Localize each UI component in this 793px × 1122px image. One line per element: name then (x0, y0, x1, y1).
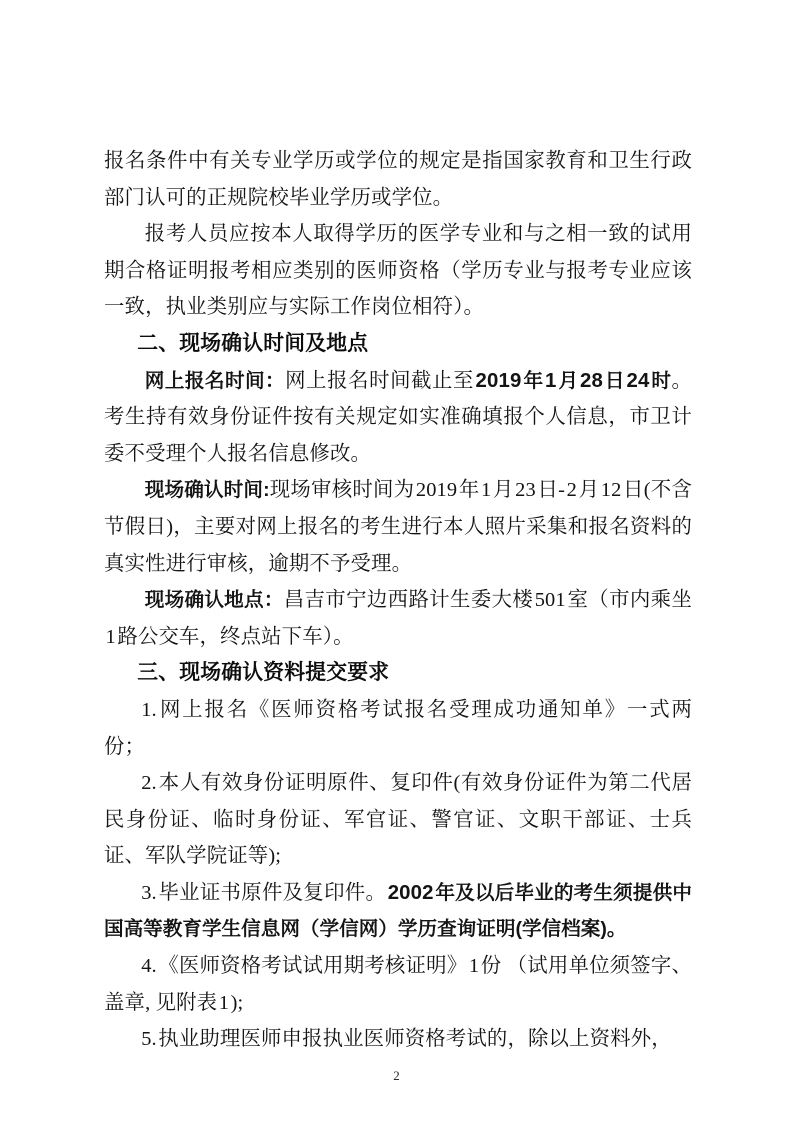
list-item-label: 执业助理医师申报执业医师资格考试的，除以上资料外， (158, 1028, 672, 1051)
onsite-time-start-month-unit: 月 (492, 479, 514, 502)
onsite-time-year: 2019 (415, 479, 458, 502)
paragraph-onsite-confirmation-place (104, 582, 692, 655)
paragraph-online-registration-time (104, 363, 692, 473)
list-item-label-d: ); (230, 991, 244, 1014)
onsite-time-body-first: 现场审核时间为 (269, 479, 415, 502)
onsite-time-end-day: 12 (600, 479, 622, 502)
list-item-label-b: 份 （试用单位须签字、盖章 (104, 955, 693, 1014)
list-item-number: 1. (141, 698, 157, 721)
onsite-time-start-month: 1 (481, 479, 492, 502)
list-item (104, 875, 692, 948)
list-item-label-c: , 见附表 (145, 991, 218, 1014)
diploma-year-threshold: 2002 (387, 881, 434, 904)
document-body (104, 143, 692, 1058)
onsite-time-year-unit: 年 (458, 479, 480, 502)
list-item (104, 765, 692, 875)
online-registration-body-first: 网上报名时间截止至 (285, 369, 475, 392)
online-registration-body-second: 。考生持有效身份证件按有关规定如实准确填报个人信息，市卫计委不受理个人报名信息修改。 (104, 369, 693, 465)
page-number: 2 (393, 1068, 400, 1083)
online-registration-day-unit: 日 (604, 369, 625, 392)
chsi-verification-requirement: 年及以后毕业的考生须提供中国高等教育学生信息网（学信网）学历查询证明(学信档案)。 (104, 881, 692, 941)
onsite-time-end-month: 2 (566, 479, 577, 502)
online-registration-day: 28 (580, 369, 603, 392)
onsite-place-body-third: 路公交车，终点站下车）。 (117, 625, 354, 648)
onsite-time-end-month-unit: 月 (578, 479, 600, 502)
heading-section-two: 二、现场确认时间及地点 (137, 331, 369, 355)
onsite-time-start-day: 23 (515, 479, 536, 502)
onsite-time-end-day-unit: 日 (622, 479, 644, 502)
online-registration-month-unit: 月 (558, 369, 579, 392)
trial-certificate-count: 1 (468, 955, 480, 978)
list-item-label: 网上报名《医师资格考试报名受理成功通知单》一式两份； (104, 698, 692, 758)
label-online-registration-time: 网上报名时间： (144, 369, 286, 392)
list-item-number: 5. (141, 1028, 157, 1051)
onsite-place-address: 昌吉市宁边西路计生委大楼 (283, 589, 534, 612)
appendix-number: 1 (218, 991, 230, 1014)
list-item-number: 4. (141, 955, 157, 978)
list-item (104, 692, 692, 765)
online-registration-year: 2019 (475, 369, 522, 392)
label-onsite-confirmation-time: 现场确认时间: (144, 479, 270, 502)
label-onsite-confirmation-place: 现场确认地点： (144, 589, 284, 612)
onsite-place-body-second: 室（市内乘坐 (567, 589, 692, 612)
list-item (104, 948, 692, 1021)
paragraph-applicant-major-match: 报考人员应按本人取得学历的医学专业和与之相一致的试用期合格证明报考相应类别的医师资格（学历专业与报考专业应该一致，执业类别应与实际工作岗位相符）。 (104, 223, 692, 319)
onsite-time-body-second: (不含节假日)，主要对网上报名的考生进行本人照片采集和报名资料的真实性进行审核，逾期不予受理。 (104, 479, 692, 575)
list-item-number: 2. (141, 772, 157, 795)
list-item (104, 1021, 692, 1058)
paragraph-qualification-definition: 报名条件中有关专业学历或学位的规定是指国家教育和卫生行政部门认可的正规院校毕业学历或学位。 (104, 150, 692, 209)
list-item-label: 毕业证书原件及复印件。 (158, 881, 387, 904)
online-registration-month: 1 (545, 369, 557, 392)
list-item-number: 3. (141, 881, 157, 904)
online-registration-hour: 24 (626, 369, 650, 392)
onsite-place-room-number: 501 (534, 589, 566, 612)
list-item-label: 本人有效身份证明原件、复印件(有效身份证件为第二代居民身份证、临时身份证、军官证、警官证、文职干部证、士兵证、军队学院证等); (104, 772, 692, 868)
onsite-time-start-day-unit: 日- (537, 479, 566, 502)
online-registration-year-unit: 年 (523, 369, 544, 392)
heading-section-three: 三、现场确认资料提交要求 (137, 661, 390, 685)
paragraph-onsite-confirmation-time (104, 472, 692, 582)
onsite-place-bus-number: 1 (105, 625, 116, 648)
list-item-label: 《医师资格考试试用期考核证明》 (158, 955, 468, 978)
online-registration-hour-unit: 时 (650, 369, 672, 392)
